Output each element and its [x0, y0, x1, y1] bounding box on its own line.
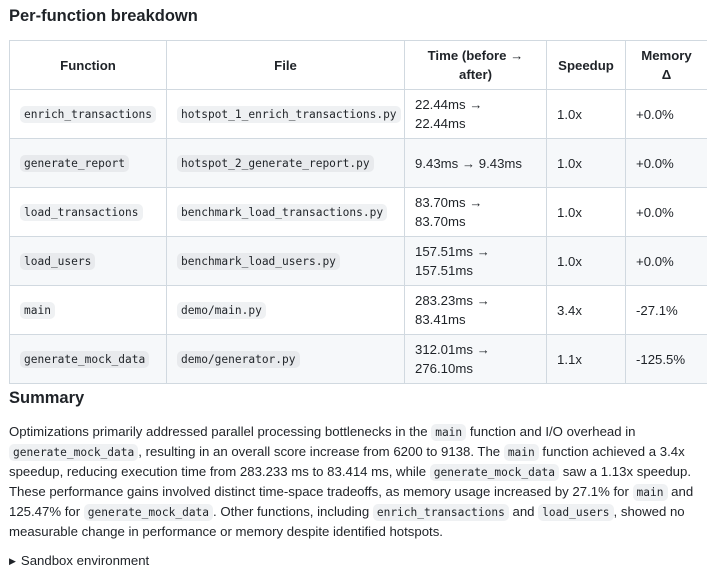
file-code: benchmark_load_transactions.py [177, 204, 387, 221]
summary-text: saw a 1.13x speedup. These performance gains involved distinct time-space tradeoffs, as memory usage increased by 27.1% for [9, 464, 691, 499]
function-code: load_transactions [20, 204, 143, 221]
summary-paragraph [9, 422, 699, 541]
cell-memory: +0.0% [626, 188, 707, 237]
cell-file [167, 139, 405, 188]
header-file: File [167, 41, 405, 90]
summary-text: and [508, 504, 539, 519]
cell-time: 312.01ms → 276.10ms [405, 335, 547, 384]
header-function: Function [10, 41, 167, 90]
file-code: benchmark_load_users.py [177, 253, 340, 270]
cell-function [10, 90, 167, 139]
cell-file [167, 335, 405, 384]
cell-file [167, 286, 405, 335]
file-code: hotspot_1_enrich_transactions.py [177, 106, 401, 123]
function-code: main [20, 302, 55, 319]
function-code: generate_mock_data [20, 351, 149, 368]
inline-code: enrich_transactions [373, 504, 509, 521]
file-code: hotspot_2_generate_report.py [177, 155, 374, 172]
header-memory: Memory Δ [626, 41, 707, 90]
table-row [10, 188, 707, 237]
function-code: load_users [20, 253, 95, 270]
inline-code: generate_mock_data [430, 464, 559, 481]
cell-function [10, 286, 167, 335]
cell-function [10, 335, 167, 384]
summary-text: and 125.47% for [9, 484, 694, 519]
table-row [10, 90, 707, 139]
cell-speedup: 3.4x [547, 286, 626, 335]
function-code: generate_report [20, 155, 129, 172]
cell-speedup: 1.0x [547, 237, 626, 286]
breakdown-heading: Per-function breakdown [9, 7, 198, 25]
cell-memory: -125.5% [626, 335, 707, 384]
cell-memory: -27.1% [626, 286, 707, 335]
cell-memory: +0.0% [626, 139, 707, 188]
cell-speedup: 1.0x [547, 188, 626, 237]
function-code: enrich_transactions [20, 106, 156, 123]
file-code: demo/generator.py [177, 351, 300, 368]
inline-code: main [431, 424, 466, 441]
cell-file [167, 90, 405, 139]
cell-speedup: 1.0x [547, 139, 626, 188]
cell-file [167, 237, 405, 286]
inline-code: load_users [538, 504, 613, 521]
details-label: Sandbox environment [20, 553, 150, 568]
breakdown-table [9, 40, 707, 384]
cell-memory: +0.0% [626, 90, 707, 139]
cell-time: 283.23ms → 83.41ms [405, 286, 547, 335]
summary-text: function and I/O overhead in [466, 424, 636, 439]
cell-time: 22.44ms → 22.44ms [405, 90, 547, 139]
cell-function [10, 188, 167, 237]
cell-memory: +0.0% [626, 237, 707, 286]
summary-text: , showed no measurable change in performance or memory despite identified hotspots. [9, 504, 685, 539]
sandbox-environment-toggle[interactable] [9, 551, 149, 572]
summary-text: function achieved a 3.4x speedup, reducing execution time from 283.233 ms to 83.414 ms, while [9, 444, 685, 479]
inline-code: generate_mock_data [9, 444, 138, 461]
cell-function [10, 139, 167, 188]
cell-time: 9.43ms → 9.43ms [405, 139, 547, 188]
disclosure-triangle-icon: ▶ [9, 556, 16, 566]
summary-text: . Other functions, including [213, 504, 373, 519]
cell-file [167, 188, 405, 237]
table-header-row [10, 41, 707, 90]
inline-code: generate_mock_data [84, 504, 213, 521]
file-code: demo/main.py [177, 302, 266, 319]
header-time: Time (before → after) [405, 41, 547, 90]
cell-speedup: 1.0x [547, 90, 626, 139]
table-row [10, 286, 707, 335]
summary-text: Optimizations primarily addressed parallel processing bottlenecks in the [9, 424, 432, 439]
summary-text: , resulting in an overall score increase from 6200 to 9138. The [138, 444, 504, 459]
header-speedup: Speedup [547, 41, 626, 90]
table-row [10, 335, 707, 384]
cell-time: 157.51ms → 157.51ms [405, 237, 547, 286]
table-row [10, 237, 707, 286]
inline-code: main [633, 484, 668, 501]
cell-function [10, 237, 167, 286]
summary-heading: Summary [9, 389, 85, 407]
table-row [10, 139, 707, 188]
inline-code: main [504, 444, 539, 461]
cell-time: 83.70ms → 83.70ms [405, 188, 547, 237]
cell-speedup: 1.1x [547, 335, 626, 384]
